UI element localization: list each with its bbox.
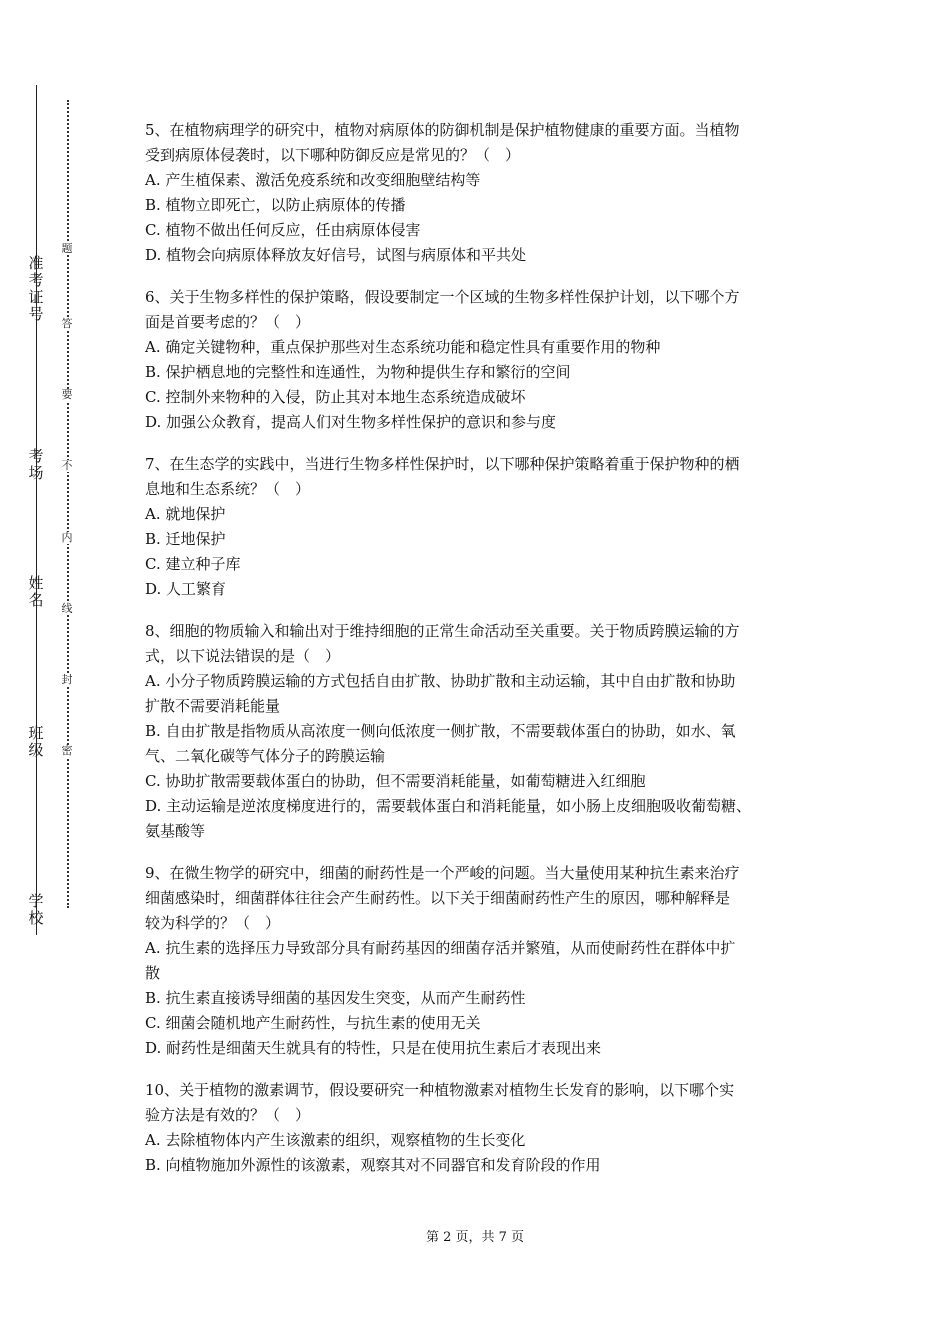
seal-char: 封 — [59, 674, 75, 686]
option-c: C. 细菌会随机地产生耐药性，与抗生素的使用无关 — [145, 1014, 481, 1032]
option-c: C. 控制外来物种的入侵，防止其对本地生态系统造成破坏 — [145, 388, 526, 406]
seal-char: 线 — [59, 603, 75, 615]
question-stem: 息地和生态系统？（ ） — [145, 480, 311, 498]
option-b: B. 保护栖息地的完整性和连通性，为物种提供生存和繁衍的空间 — [145, 363, 571, 381]
field-label-admission-number: 准 考 证 号 — [28, 254, 44, 323]
question-8 — [145, 619, 817, 844]
question-stem: 7、在生态学的实践中，当进行生物多样性保护时，以下哪种保护策略着重于保护物种的栖 — [145, 455, 740, 473]
question-6 — [145, 285, 817, 435]
option-a: A. 产生植保素、激活免疫系统和改变细胞壁结构等 — [145, 171, 481, 189]
option-b-continued: 气、二氧化碳等气体分子的跨膜运输 — [145, 747, 386, 765]
option-c: C. 植物不做出任何反应，任由病原体侵害 — [145, 221, 421, 239]
question-stem: 8、细胞的物质输入和输出对于维持细胞的正常生命活动至关重要。关于物质跨膜运输的方 — [145, 622, 740, 640]
option-a: A. 去除植物体内产生该激素的组织，观察植物的生长变化 — [145, 1131, 526, 1149]
binding-line-solid — [36, 85, 37, 935]
seal-char: 题 — [59, 243, 75, 255]
seal-char: 密 — [59, 745, 75, 757]
question-stem: 5、在植物病理学的研究中，植物对病原体的防御机制是保护植物健康的重要方面。当植物 — [145, 121, 740, 139]
option-a: A. 小分子物质跨膜运输的方式包括自由扩散、协助扩散和主动运输，其中自由扩散和协助 — [145, 672, 736, 690]
binding-line-dotted — [67, 100, 69, 908]
option-d: D. 耐药性是细菌天生就具有的特性，只是在使用抗生素后才表现出来 — [145, 1039, 602, 1057]
question-stem: 10、关于植物的激素调节，假设要研究一种植物激素对植物生长发育的影响，以下哪个实 — [145, 1081, 735, 1099]
question-stem: 受到病原体侵袭时，以下哪种防御反应是常见的？（ ） — [145, 146, 521, 164]
question-list — [145, 118, 817, 1195]
field-label-exam-room: 考 场 — [28, 447, 44, 482]
question-stem: 细菌感染时，细菌群体往往会产生耐药性。以下关于细菌耐药性产生的原因，哪种解释是 — [145, 889, 731, 907]
seal-char: 不 — [59, 460, 75, 472]
option-b: B. 迁地保护 — [145, 530, 226, 548]
option-a: A. 抗生素的选择压力导致部分具有耐药基因的细菌存活并繁殖，从而使耐药性在群体中扩 — [145, 939, 736, 957]
option-a-continued: 散 — [145, 964, 161, 982]
option-b: B. 自由扩散是指物质从高浓度一侧向低浓度一侧扩散，不需要载体蛋白的协助，如水、氧 — [145, 722, 736, 740]
option-b: B. 抗生素直接诱导细菌的基因发生突变，从而产生耐药性 — [145, 989, 526, 1007]
seal-char: 答 — [59, 318, 75, 330]
question-stem: 验方法是有效的？（ ） — [145, 1106, 311, 1124]
question-9 — [145, 861, 817, 1061]
seal-char: 要 — [59, 389, 75, 401]
page-number: 第 2 页，共 7 页 — [425, 1230, 525, 1245]
question-5 — [145, 118, 817, 268]
option-b: B. 向植物施加外源性的该激素，观察其对不同器官和发育阶段的作用 — [145, 1156, 601, 1174]
question-stem: 9、在微生物学的研究中，细菌的耐药性是一个严峻的问题。当大量使用某种抗生素来治疗 — [145, 864, 740, 882]
option-c: C. 建立种子库 — [145, 555, 241, 573]
option-a: A. 确定关键物种，重点保护那些对生态系统功能和稳定性具有重要作用的物种 — [145, 338, 661, 356]
question-stem: 较为科学的？（ ） — [145, 914, 281, 932]
question-stem: 6、关于生物多样性的保护策略，假设要制定一个区域的生物多样性保护计划，以下哪个方 — [145, 288, 740, 306]
field-label-school: 学 校 — [28, 892, 44, 927]
option-d: D. 人工繁育 — [145, 580, 227, 598]
field-label-class: 班 级 — [28, 724, 44, 759]
question-7 — [145, 452, 817, 602]
option-d-continued: 氨基酸等 — [145, 822, 206, 840]
option-c: C. 协助扩散需要载体蛋白的协助，但不需要消耗能量，如葡萄糖进入红细胞 — [145, 772, 646, 790]
field-label-name: 姓 名 — [28, 574, 44, 609]
option-a: A. 就地保护 — [145, 505, 226, 523]
option-a-continued: 扩散不需要消耗能量 — [145, 697, 281, 715]
question-10 — [145, 1078, 817, 1178]
option-d: D. 植物会向病原体释放友好信号，试图与病原体和平共处 — [145, 246, 527, 264]
option-d: D. 加强公众教育，提高人们对生物多样性保护的意识和参与度 — [145, 413, 557, 431]
question-stem: 式，以下说法错误的是（ ） — [145, 647, 341, 665]
question-stem: 面是首要考虑的？（ ） — [145, 313, 311, 331]
seal-char: 内 — [59, 532, 75, 544]
option-d: D. 主动运输是逆浓度梯度进行的，需要载体蛋白和消耗能量，如小肠上皮细胞吸收葡萄糖、 — [145, 797, 752, 815]
option-b: B. 植物立即死亡，以防止病原体的传播 — [145, 196, 406, 214]
